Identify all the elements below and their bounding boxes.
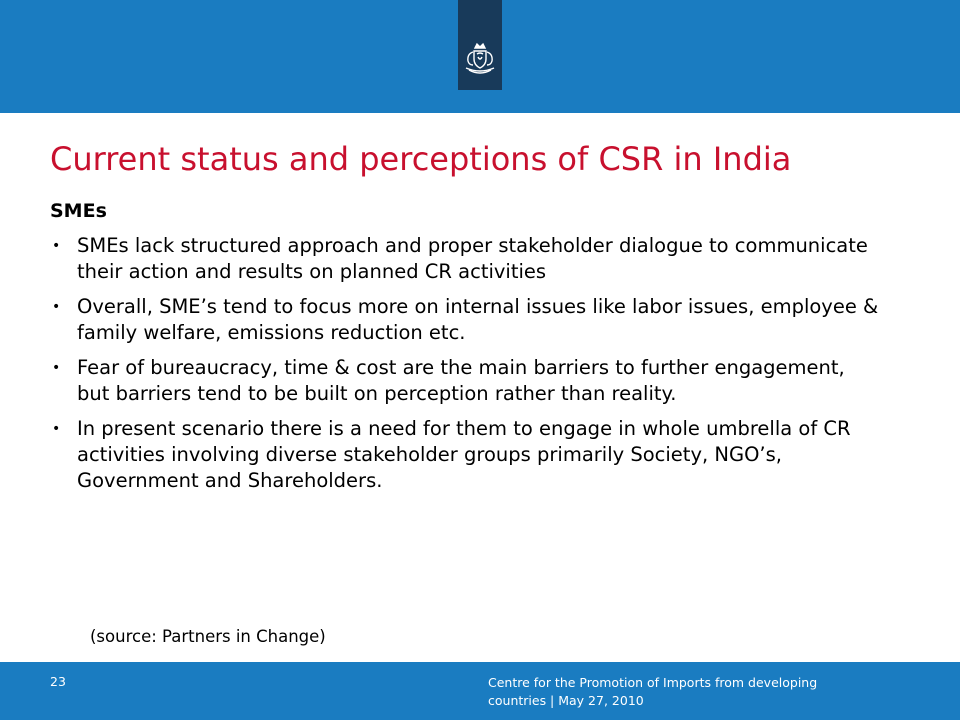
- bullet-text: In present scenario there is a need for them to engage in whole umbrella of CR activities involving diverse stakeholder groups primarily Society, NGO’s, Government and Shareholders.: [77, 417, 851, 492]
- bullet-item: [50, 294, 880, 346]
- footer-band: [0, 662, 960, 720]
- bullet-icon: •: [52, 299, 61, 315]
- bullet-text: SMEs lack structured approach and proper stakeholder dialogue to communicate their action and results on planned CR activities: [77, 234, 868, 283]
- bullet-icon: •: [52, 421, 61, 437]
- bullet-text: Overall, SME’s tend to focus more on internal issues like labor issues, employee & family welfare, emissions reduction etc.: [77, 295, 879, 344]
- header-band: [0, 0, 960, 113]
- bullet-item: [50, 355, 880, 407]
- page-number: 23: [50, 674, 66, 689]
- footer-text: Centre for the Promotion of Imports from developing countries | May 27, 2010: [488, 675, 818, 708]
- slide-title: Current status and perceptions of CSR in India: [50, 140, 792, 178]
- coat-of-arms-icon: [460, 40, 500, 80]
- emblem-box: [458, 0, 502, 90]
- bullet-list: [50, 233, 880, 503]
- bullet-text: Fear of bureaucracy, time & cost are the main barriers to further engagement, but barriers tend to be built on perception rather than reality.: [77, 356, 845, 405]
- source-note: (source: Partners in Change): [90, 627, 326, 646]
- bullet-item: [50, 233, 880, 285]
- bullet-icon: •: [52, 360, 61, 376]
- bullet-icon: •: [52, 238, 61, 254]
- slide-subheading: SMEs: [50, 200, 107, 222]
- bullet-item: [50, 416, 880, 494]
